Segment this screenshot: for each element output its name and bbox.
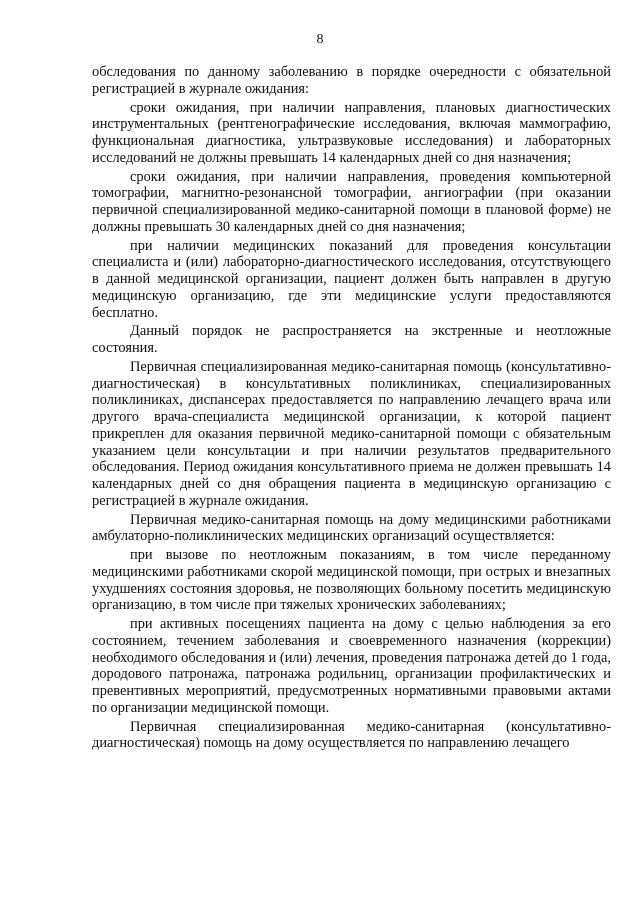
document-body [92,64,611,754]
paragraph-home-care-intro: Первичная медико-санитарная помощь на дому медицинскими работниками амбулаторно-поликлинических медицинских организаций осуществляется: [92,511,611,545]
paragraph-tomography-wait-times: сроки ожидания, при наличии направления, проведения компьютерной томографии, магнитно-резонансной томографии, ангиографии (при оказании первичной специализированной медико-санитарной помощи в плановой форме) не должны превышать 30 календарных дней со дня назначения; [92,168,611,235]
paragraph-consultative-care: Первичная специализированная медико-санитарная помощь (консультативно-диагностическая) в консультативных поликлиниках, специализированных поликлиниках, диспансерах предоставляется по направлению лечащего врача или другого врача-специалиста медицинской организации, к которой пациент прикреплен для оказания первичной медико-санитарной помощи с обязательным указанием цели консультации и при наличии результатов предварительного обследования. Период ожидания консультативного приема не должен превышать 14 календарных дней со дня обращения пациента в медицинскую организацию с регистрацией в журнале ожидания. [92,358,611,509]
paragraph-referral-other-organization: при наличии медицинских показаний для проведения консультации специалиста и (или) лабораторно-диагностического исследования, отсутствующего в данной медицинской организации, пациент должен быть направлен в другую медицинскую организацию, где эти медицинские услуги предоставляются бесплатно. [92,237,611,321]
page-number: 8 [316,32,324,47]
paragraph-diagnostic-wait-times: сроки ожидания, при наличии направления, плановых диагностических инструментальных (рентгенографические исследования, включая маммографию, функциональная диагностика, ультразвуковые исследования) и лабораторных исследований не должны превышать 14 календарных дней со дня назначения; [92,99,611,166]
paragraph-emergency-exception: Данный порядок не распространяется на экстренные и неотложные состояния. [92,323,611,356]
paragraph-home-care-active-visits: при активных посещениях пациента на дому с целью наблюдения за его состоянием, течением заболевания и своевременного назначения (коррекции) необходимого обследования и (или) лечения, проведения патронажа детей до 1 года, дородового патронажа, патронажа родильниц, организации профилактических и превентивных мероприятий, предусмотренных нормативными правовыми актами по организации медицинской помощи. [92,616,611,716]
paragraph-specialized-home-care: Первичная специализированная медико-санитарная (консультативно-диагностическая) помощь на дому осуществляется по направлению лечащего [92,718,611,752]
paragraph-home-care-urgent-calls: при вызове по неотложным показаниям, в том числе переданному медицинскими работниками скорой медицинской помощи, при острых и внезапных ухудшениях состояния здоровья, не позволяющих больному посетить медицинскую организацию, в том числе при тяжелых хронических заболеваниях; [92,547,611,614]
paragraph-continuation: обследования по данному заболеванию в порядке очередности с обязательной регистрацией в журнале ожидания: [92,64,611,97]
